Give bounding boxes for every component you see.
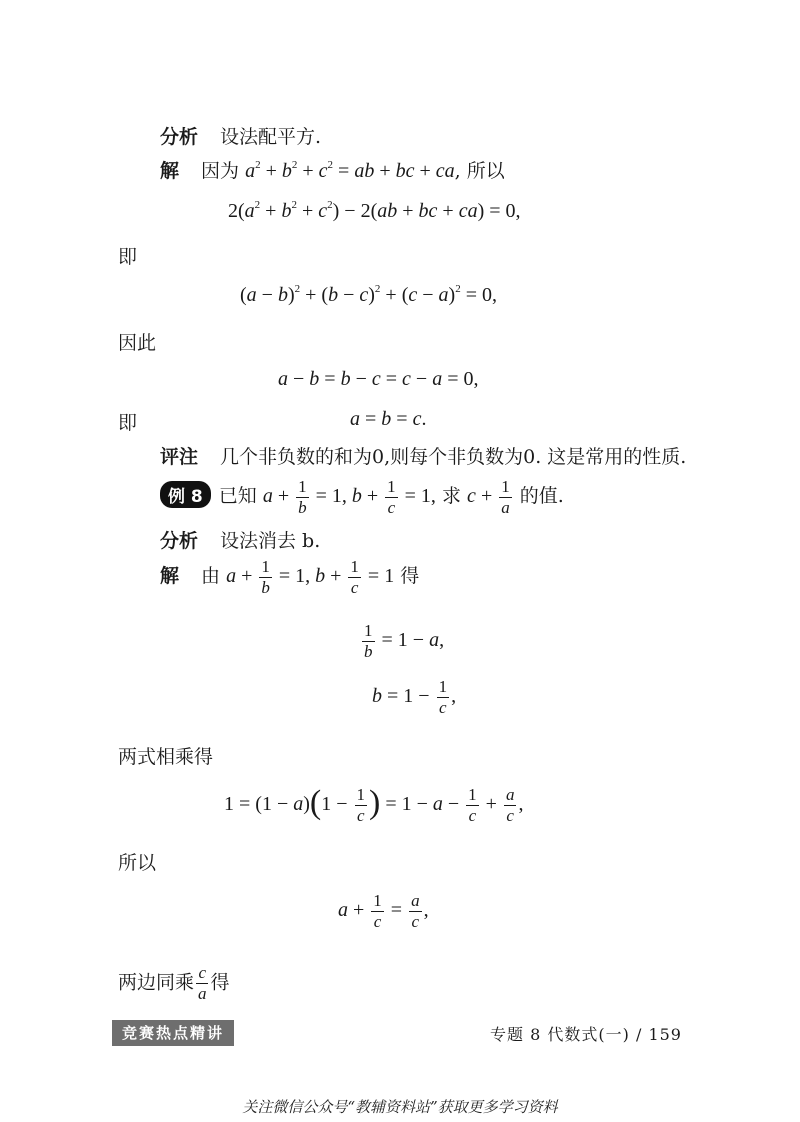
equation-inverse-b: $\frac{1}{b}$ = 1 − a,: [364, 621, 445, 661]
text-ji-1: 即: [118, 246, 138, 268]
watermark: 关注微信公众号“教辅资料站”获取更多学习资料: [242, 1098, 558, 1116]
solution-2: [160, 558, 419, 597]
text-ji-2: 即: [118, 412, 138, 434]
equation-product: 1 = (1 − a)(1 − $\frac{1}{c}$ ) = 1 − a − $\frac{1}{c}$ + $\frac{a}{c}$ ,: [224, 784, 524, 825]
example-condition: a + $\frac{1}{b}$ = 1, b + $\frac{1}{c}$ = 1,: [262, 477, 436, 517]
both-sides-pre: 两边同乘: [118, 971, 195, 994]
footer-tag: 竞赛热点精讲: [112, 1020, 234, 1046]
equation-b: b = 1 − $\frac{1}{c}$ ,: [372, 677, 457, 717]
equation-given: $a^2 + b^2 + c^2$ = ab + bc + ca: [245, 159, 455, 182]
example-post: 的值.: [519, 484, 564, 507]
solution-1: [160, 156, 505, 183]
text-yinci: 因此: [118, 332, 157, 354]
example-mid: 求: [441, 484, 461, 507]
analysis-2: [160, 526, 320, 553]
equation-doubled: $2(a^2 + b^2 + c^2) - 2(ab$ + bc + ca) = 0,: [228, 199, 521, 222]
solution-text-before: 因为: [201, 160, 240, 182]
equation-squares: $(a - b)^2 + (b - c)^2 + (c - a)^2 = 0$,: [240, 283, 497, 306]
equation-differences: a − b = b − c = c − a = 0,: [278, 368, 479, 390]
both-sides-post: 得: [210, 971, 230, 994]
footer-chapter: 专题 8 代数式(一) / 159: [490, 1025, 682, 1044]
analysis-2-text: 设法消去 b.: [220, 530, 321, 552]
solution-2-pre: 由: [201, 564, 221, 587]
example-target: c + $\frac{1}{a}$: [467, 477, 510, 517]
analysis-2-label: 分析: [160, 530, 199, 552]
solution-2-condition: a + $\frac{1}{b}$ = 1, b + $\frac{1}{c}$ = 1: [226, 557, 395, 597]
text-multiply: 两式相乘得: [118, 746, 214, 768]
equation-equal: a = b = c.: [350, 408, 427, 430]
solution-2-label: 解: [160, 564, 180, 587]
remark-label: 评注: [160, 446, 199, 468]
example-pre: 已知: [218, 484, 257, 507]
remark: [160, 442, 686, 469]
equation-result: a + $\frac{1}{c}$ = $\frac{a}{c}$ ,: [338, 891, 429, 931]
text-suoyi: 所以: [118, 852, 157, 874]
analysis-1: [160, 122, 321, 149]
analysis-text: 设法配平方.: [220, 126, 322, 148]
solution-2-post: 得: [400, 564, 420, 587]
solution-text-after: , 所以: [454, 160, 505, 182]
fraction-c-over-a: $\frac{c}{a}$: [198, 963, 207, 1003]
solution-label: 解: [160, 160, 180, 182]
example-badge: 例 8: [160, 481, 211, 508]
remark-text: 几个非负数的和为0,则每个非负数为0. 这是常用的性质.: [220, 446, 687, 468]
text-both-sides: [118, 964, 230, 1003]
analysis-label: 分析: [160, 126, 199, 148]
example-8: [160, 478, 564, 517]
